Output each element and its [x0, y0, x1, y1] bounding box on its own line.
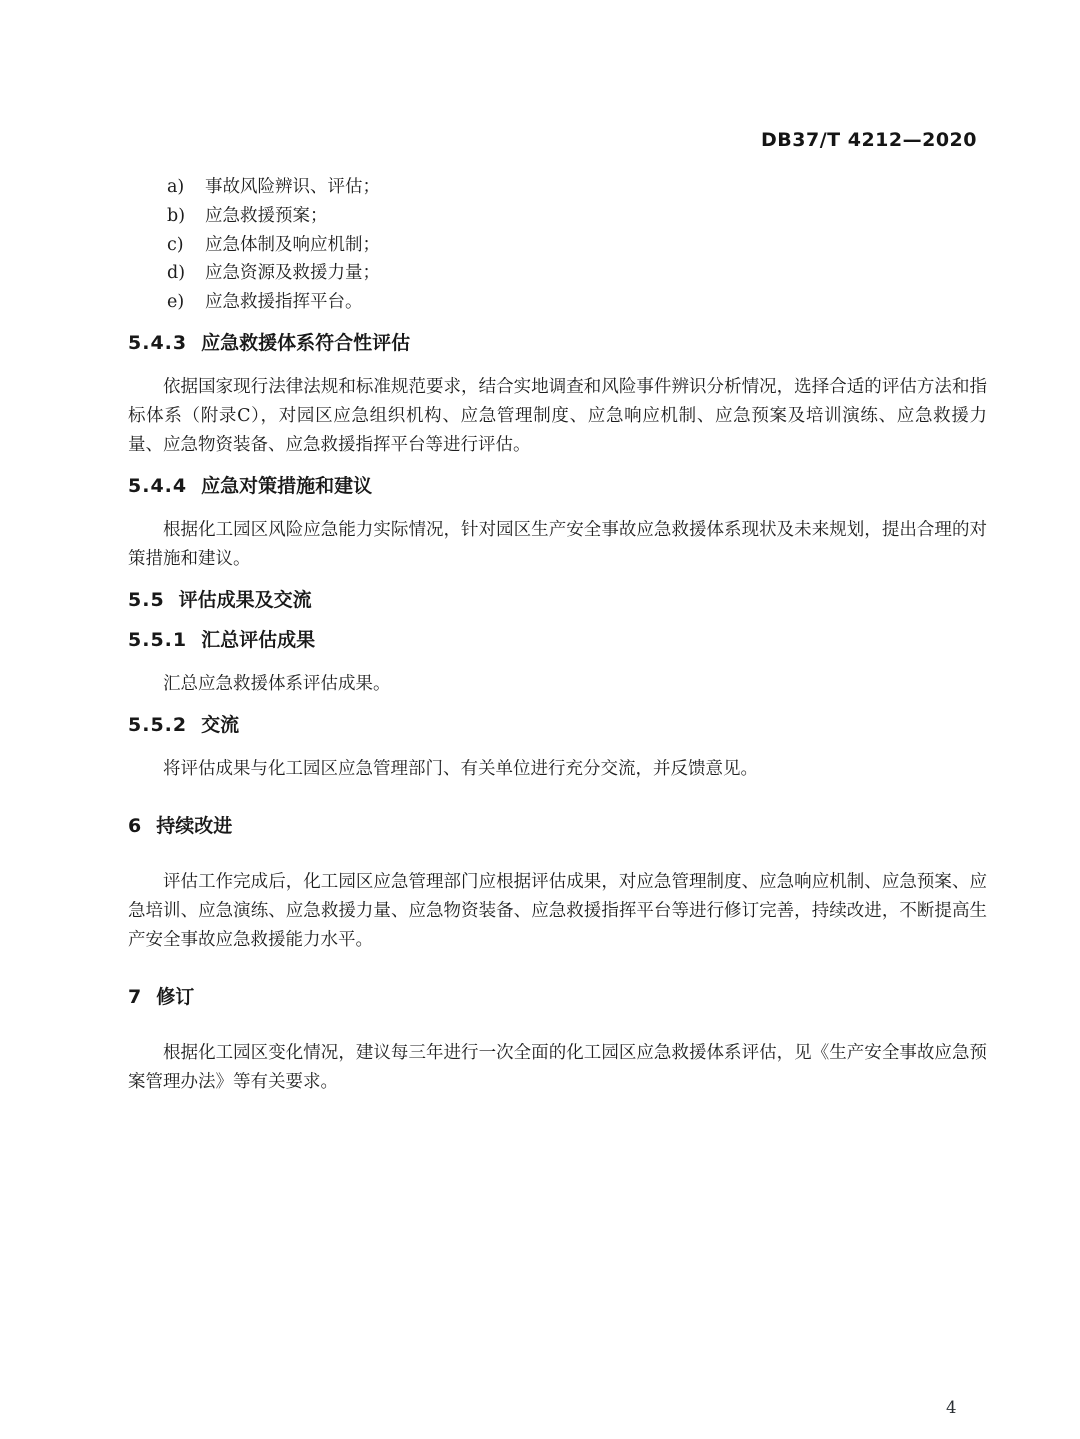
- section-number: 5.5.2: [128, 713, 188, 736]
- section-number: 7: [128, 985, 143, 1008]
- list-item-marker: a): [167, 177, 185, 197]
- document-header: [128, 0, 987, 152]
- list-item-text: 事故风险辨识、评估；: [205, 177, 380, 197]
- section-heading-5-5-1: [128, 630, 987, 651]
- section-heading-5-4-3: [128, 333, 987, 354]
- list-item-b: [128, 202, 987, 231]
- section-heading-6: [128, 816, 987, 837]
- section-6-paragraph: 评估工作完成后，化工园区应急管理部门应根据评估成果，对应急管理制度、应急响应机制、应急预案、应急培训、应急演练、应急救援力量、应急物资装备、应急救援指挥平台等进行修订完善，持续改进，不断提高生产安全事故应急救援能力水平。: [128, 871, 987, 950]
- section-5-4-4-paragraph: 根据化工园区风险应急能力实际情况，针对园区生产安全事故应急救援体系现状及未来规划，提出合理的对策措施和建议。: [128, 519, 987, 569]
- list-item-marker: c): [167, 234, 184, 255]
- list-item-marker: b): [167, 205, 186, 226]
- section-title: 修订: [156, 985, 195, 1008]
- section-heading-5-4-4: [128, 476, 987, 497]
- page-number: 4: [946, 1398, 957, 1417]
- section-title: 汇总评估成果: [201, 628, 316, 651]
- list-item-text: 应急救援预案；: [205, 205, 328, 226]
- section-title: 持续改进: [156, 814, 233, 837]
- section-number: 5.4.3: [128, 331, 188, 354]
- list-item-text: 应急资源及救援力量；: [205, 263, 380, 284]
- section-heading-5-5-2: [128, 715, 987, 736]
- section-number: 5.5: [128, 588, 165, 611]
- section-title: 交流: [201, 713, 240, 736]
- list-item-text: 应急体制及响应机制；: [205, 234, 380, 255]
- section-number: 5.4.4: [128, 474, 188, 497]
- list-item-a: [128, 173, 987, 202]
- list-item-text: 应急救援指挥平台。: [205, 292, 363, 313]
- list-item-marker: d): [167, 263, 186, 284]
- section-7-paragraph: 根据化工园区变化情况，建议每三年进行一次全面的化工园区应急救援体系评估，见《生产安全事故应急预案管理办法》等有关要求。: [128, 1042, 987, 1092]
- section-5-4-3-paragraph: 依据国家现行法律法规和标准规范要求，结合实地调查和风险事件辨识分析情况，选择合适的评估方法和指标体系（附录C），对园区应急组织机构、应急管理制度、应急响应机制、应急预案及培训演练、应急救援力量、应急物资装备、应急救援指挥平台等进行评估。: [128, 376, 987, 455]
- list-item-marker: e): [167, 292, 185, 313]
- section-title: 应急救援体系符合性评估: [201, 331, 411, 354]
- section-title: 应急对策措施和建议: [201, 474, 373, 497]
- list-item-c: [128, 231, 987, 260]
- section-heading-5-5: [128, 590, 987, 611]
- section-5-5-2-paragraph: 将评估成果与化工园区应急管理部门、有关单位进行充分交流，并反馈意见。: [163, 758, 758, 779]
- section-title: 评估成果及交流: [178, 588, 312, 611]
- lettered-list: [128, 173, 987, 317]
- list-item-e: [128, 288, 987, 317]
- section-5-5-1-paragraph: 汇总应急救援体系评估成果。: [163, 673, 391, 694]
- section-number: 5.5.1: [128, 628, 188, 651]
- list-item-d: [128, 259, 987, 288]
- doc-code: DB37/T 4212—2020: [761, 129, 977, 151]
- section-number: 6: [128, 814, 143, 837]
- section-heading-7: [128, 987, 987, 1008]
